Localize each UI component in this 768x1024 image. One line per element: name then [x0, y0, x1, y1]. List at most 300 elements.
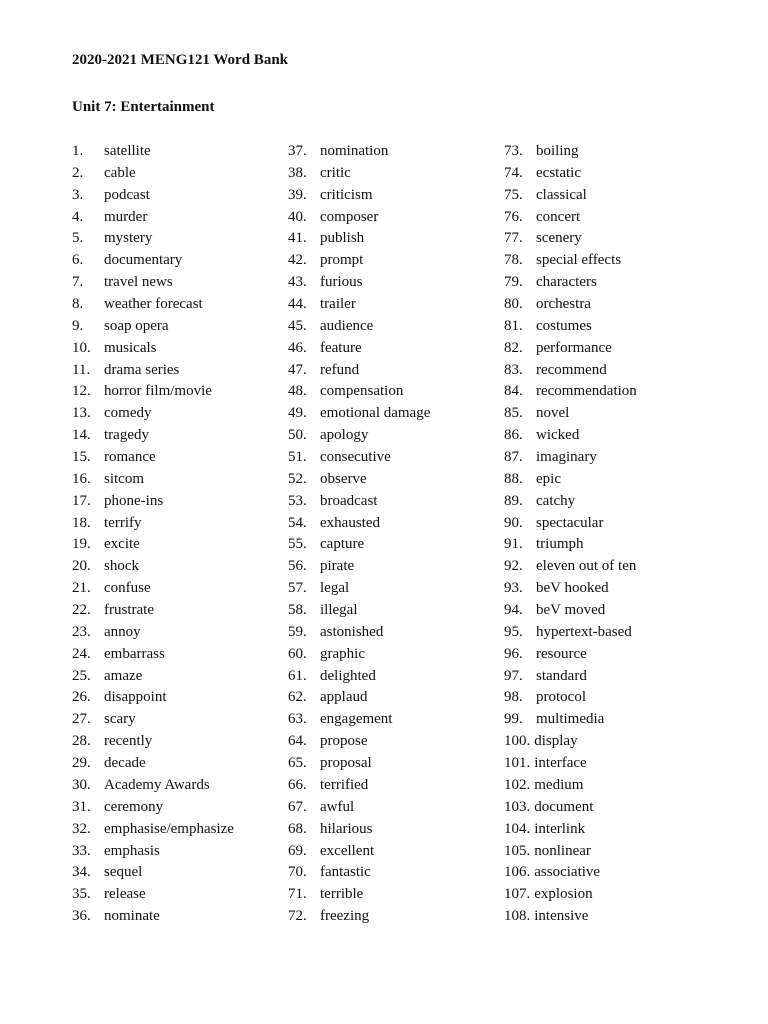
word-term: prompt: [320, 252, 364, 269]
word-number: 100.: [504, 733, 531, 750]
word-list-item: [504, 709, 637, 731]
word-list-item: [504, 207, 637, 229]
word-number: 8.: [72, 296, 84, 313]
word-term: exhausted: [320, 514, 380, 531]
word-number: 35.: [72, 886, 91, 903]
word-number: 79.: [504, 274, 523, 291]
word-list-item: [72, 731, 234, 753]
word-term: broadcast: [320, 492, 378, 509]
word-list-item: [504, 556, 637, 578]
word-list-item: [288, 513, 430, 535]
word-list-item: [504, 731, 637, 753]
word-term: eleven out of ten: [536, 558, 637, 575]
word-term: tragedy: [104, 427, 149, 444]
word-list-item: [72, 491, 234, 513]
word-number: 9.: [72, 317, 84, 334]
word-list-item: [72, 141, 234, 163]
word-number: 67.: [288, 798, 307, 815]
word-term: spectacular: [536, 514, 604, 531]
word-number: 104.: [504, 820, 531, 837]
word-term: associative: [534, 864, 601, 881]
word-list-item: [72, 381, 234, 403]
word-list-item: [504, 141, 637, 163]
word-number: 83.: [504, 361, 523, 378]
word-term: pirate: [320, 558, 355, 575]
word-number: 11.: [72, 361, 91, 378]
word-column-3: [504, 141, 637, 928]
word-list-item: [72, 272, 234, 294]
word-number: 23.: [72, 623, 91, 640]
word-term: hilarious: [320, 820, 373, 837]
word-term: imaginary: [536, 449, 597, 466]
word-number: 90.: [504, 514, 523, 531]
word-number: 65.: [288, 755, 307, 772]
word-term: legal: [320, 580, 350, 597]
word-list-item: [72, 906, 234, 928]
word-term: annoy: [104, 623, 141, 640]
word-term: shock: [104, 558, 139, 575]
word-list-item: [288, 228, 430, 250]
word-list-item: [288, 294, 430, 316]
word-term: confuse: [104, 580, 151, 597]
word-term: nonlinear: [534, 842, 591, 859]
word-number: 72.: [288, 908, 307, 925]
word-number: 91.: [504, 536, 523, 553]
word-term: propose: [320, 733, 368, 750]
word-number: 28.: [72, 733, 91, 750]
word-term: scary: [104, 711, 136, 728]
word-number: 85.: [504, 405, 523, 422]
word-number: 48.: [288, 383, 307, 400]
word-number: 107.: [504, 886, 531, 903]
word-column-1: [72, 141, 234, 928]
word-number: 88.: [504, 470, 523, 487]
word-list-item: [504, 491, 637, 513]
word-list-item: [504, 469, 637, 491]
word-number: 66.: [288, 776, 307, 793]
word-list-item: [504, 228, 637, 250]
word-number: 31.: [72, 798, 91, 815]
word-list-item: [72, 819, 234, 841]
word-list-item: [288, 753, 430, 775]
word-number: 61.: [288, 667, 307, 684]
word-list-item: [72, 250, 234, 272]
word-list-item: [288, 534, 430, 556]
word-term: cable: [104, 164, 136, 181]
word-number: 41.: [288, 230, 307, 247]
word-term: boiling: [536, 143, 579, 159]
word-number: 20.: [72, 558, 91, 575]
word-list-item: [72, 578, 234, 600]
word-number: 50.: [288, 427, 307, 444]
word-list-item: [288, 141, 430, 163]
word-term: decade: [104, 755, 146, 772]
word-list-item: [504, 797, 637, 819]
word-term: comedy: [104, 405, 152, 422]
word-term: scenery: [536, 230, 582, 247]
word-number: 24.: [72, 645, 91, 662]
word-list-item: [288, 207, 430, 229]
word-term: recommend: [536, 361, 607, 378]
word-term: applaud: [320, 689, 368, 706]
word-number: 99.: [504, 711, 523, 728]
word-list-item: [504, 272, 637, 294]
word-term: interface: [534, 755, 587, 772]
word-list-item: [504, 360, 637, 382]
word-list-item: [504, 906, 637, 928]
word-list-item: [72, 644, 234, 666]
word-number: 105.: [504, 842, 531, 859]
word-term: ecstatic: [536, 164, 581, 181]
word-list-item: [72, 513, 234, 535]
word-number: 56.: [288, 558, 307, 575]
word-term: classical: [536, 186, 587, 203]
word-list-item: [288, 644, 430, 666]
word-number: 6.: [72, 252, 84, 269]
word-list-item: [288, 666, 430, 688]
word-list-item: [504, 666, 637, 688]
word-term: sequel: [104, 864, 143, 881]
word-number: 74.: [504, 164, 523, 181]
word-number: 26.: [72, 689, 91, 706]
word-number: 37.: [288, 143, 307, 159]
word-term: consecutive: [320, 449, 391, 466]
word-list-item: [288, 841, 430, 863]
word-term: freezing: [320, 908, 370, 925]
word-number: 98.: [504, 689, 523, 706]
word-term: apology: [320, 427, 369, 444]
word-list-item: [72, 425, 234, 447]
word-number: 70.: [288, 864, 307, 881]
word-term: terrified: [320, 776, 369, 793]
word-list-item: [72, 775, 234, 797]
word-list-item: [72, 163, 234, 185]
word-list-item: [72, 469, 234, 491]
word-number: 12.: [72, 383, 91, 400]
word-term: catchy: [536, 492, 576, 509]
word-number: 95.: [504, 623, 523, 640]
word-term: display: [534, 733, 578, 750]
word-term: romance: [104, 449, 156, 466]
word-list-item: [72, 600, 234, 622]
word-list-item: [288, 316, 430, 338]
word-list-item: [504, 403, 637, 425]
word-list-item: [72, 207, 234, 229]
word-list-item: [288, 403, 430, 425]
word-term: terrify: [104, 514, 142, 531]
word-number: 68.: [288, 820, 307, 837]
word-list-item: [288, 272, 430, 294]
word-list-item: [288, 731, 430, 753]
word-term: triumph: [536, 536, 584, 553]
word-term: observe: [320, 470, 367, 487]
word-number: 25.: [72, 667, 91, 684]
word-list-item: [504, 819, 637, 841]
word-term: sitcom: [104, 470, 144, 487]
word-list-item: [504, 185, 637, 207]
word-term: standard: [536, 667, 587, 684]
word-term: phone-ins: [104, 492, 164, 509]
word-number: 103.: [504, 798, 531, 815]
word-list-item: [288, 469, 430, 491]
word-number: 55.: [288, 536, 307, 553]
word-term: murder: [104, 208, 148, 225]
word-number: 45.: [288, 317, 307, 334]
word-term: furious: [320, 274, 363, 291]
word-list-item: [288, 360, 430, 382]
word-term: podcast: [104, 186, 150, 203]
word-number: 7.: [72, 274, 84, 291]
word-number: 108.: [504, 908, 531, 925]
word-term: concert: [536, 208, 581, 225]
word-number: 3.: [72, 186, 84, 203]
word-list-item: [504, 578, 637, 600]
word-number: 106.: [504, 864, 531, 881]
word-list-item: [288, 425, 430, 447]
word-list-item: [504, 862, 637, 884]
word-number: 71.: [288, 886, 307, 903]
word-term: explosion: [534, 886, 593, 903]
word-list-item: [72, 556, 234, 578]
word-term: refund: [320, 361, 360, 378]
word-list-item: [288, 491, 430, 513]
word-column-2: [288, 141, 430, 928]
word-list-item: [72, 534, 234, 556]
word-list-item: [288, 556, 430, 578]
word-term: horror film/movie: [104, 383, 212, 400]
word-number: 27.: [72, 711, 91, 728]
word-term: travel news: [104, 274, 173, 291]
word-term: release: [104, 886, 146, 903]
word-number: 1.: [72, 143, 84, 159]
word-number: 16.: [72, 470, 91, 487]
word-number: 53.: [288, 492, 307, 509]
word-term: fantastic: [320, 864, 371, 881]
word-term: emotional damage: [320, 405, 431, 422]
word-term: interlink: [534, 820, 586, 837]
word-list-item: [504, 294, 637, 316]
word-number: 59.: [288, 623, 307, 640]
word-term: recommendation: [536, 383, 637, 400]
word-term: emphasise/emphasize: [104, 820, 234, 837]
word-list-item: [288, 250, 430, 272]
word-term: ceremony: [104, 798, 164, 815]
word-number: 60.: [288, 645, 307, 662]
word-list-item: [504, 163, 637, 185]
word-list-item: [72, 884, 234, 906]
word-term: beV hooked: [536, 580, 609, 597]
word-number: 62.: [288, 689, 307, 706]
word-list-item: [72, 447, 234, 469]
word-number: 51.: [288, 449, 307, 466]
word-list-item: [288, 600, 430, 622]
word-number: 92.: [504, 558, 523, 575]
word-list-item: [72, 797, 234, 819]
word-list-item: [72, 666, 234, 688]
word-term: special effects: [536, 252, 622, 269]
word-number: 38.: [288, 164, 307, 181]
word-list-item: [288, 338, 430, 360]
word-term: musicals: [104, 339, 157, 356]
word-term: hypertext-based: [536, 623, 632, 640]
word-list-item: [504, 775, 637, 797]
word-term: wicked: [536, 427, 580, 444]
word-list-item: [504, 250, 637, 272]
word-term: proposal: [320, 755, 372, 772]
word-list-item: [72, 687, 234, 709]
word-number: 39.: [288, 186, 307, 203]
word-term: disappoint: [104, 689, 167, 706]
word-list-item: [504, 884, 637, 906]
word-term: multimedia: [536, 711, 605, 728]
word-number: 57.: [288, 580, 307, 597]
word-term: document: [534, 798, 594, 815]
word-term: medium: [534, 776, 584, 793]
word-term: characters: [536, 274, 597, 291]
word-term: drama series: [104, 361, 180, 378]
word-term: beV moved: [536, 602, 606, 619]
word-list-item: [504, 753, 637, 775]
word-term: excellent: [320, 842, 375, 859]
word-term: capture: [320, 536, 365, 553]
word-list-item: [504, 644, 637, 666]
word-number: 84.: [504, 383, 523, 400]
word-term: feature: [320, 339, 362, 356]
word-number: 75.: [504, 186, 523, 203]
word-list-item: [288, 447, 430, 469]
word-term: recently: [104, 733, 153, 750]
word-number: 42.: [288, 252, 307, 269]
word-list-item: [288, 185, 430, 207]
word-number: 21.: [72, 580, 91, 597]
word-term: astonished: [320, 623, 384, 640]
word-list-item: [504, 381, 637, 403]
word-term: critic: [320, 164, 351, 181]
word-number: 101.: [504, 755, 531, 772]
word-number: 63.: [288, 711, 307, 728]
word-list-item: [288, 381, 430, 403]
word-term: soap opera: [104, 317, 169, 334]
word-list-item: [504, 447, 637, 469]
word-term: costumes: [536, 317, 592, 334]
word-list-item: [72, 360, 234, 382]
word-number: 19.: [72, 536, 91, 553]
word-term: documentary: [104, 252, 183, 269]
word-list-item: [504, 425, 637, 447]
word-number: 52.: [288, 470, 307, 487]
word-number: 87.: [504, 449, 523, 466]
word-term: composer: [320, 208, 379, 225]
word-number: 86.: [504, 427, 523, 444]
word-number: 2.: [72, 164, 84, 181]
word-term: awful: [320, 798, 355, 815]
word-list-item: [288, 797, 430, 819]
word-term: graphic: [320, 645, 365, 662]
word-number: 47.: [288, 361, 307, 378]
word-number: 49.: [288, 405, 307, 422]
word-term: weather forecast: [104, 296, 203, 313]
word-term: novel: [536, 405, 570, 422]
word-number: 30.: [72, 776, 91, 793]
word-term: epic: [536, 470, 561, 487]
word-term: resource: [536, 645, 587, 662]
word-number: 97.: [504, 667, 523, 684]
word-list-item: [72, 338, 234, 360]
word-number: 102.: [504, 776, 531, 793]
word-list-item: [288, 687, 430, 709]
unit-heading: Unit 7: Entertainment: [72, 99, 215, 115]
word-number: 4.: [72, 208, 84, 225]
word-number: 54.: [288, 514, 307, 531]
word-number: 46.: [288, 339, 307, 356]
word-list-item: [288, 622, 430, 644]
word-number: 94.: [504, 602, 523, 619]
word-term: intensive: [534, 908, 589, 925]
word-number: 40.: [288, 208, 307, 225]
word-number: 33.: [72, 842, 91, 859]
word-number: 15.: [72, 449, 91, 466]
word-term: excite: [104, 536, 140, 553]
word-term: criticism: [320, 186, 373, 203]
word-term: orchestra: [536, 296, 591, 313]
word-list-item: [72, 403, 234, 425]
word-list-item: [504, 622, 637, 644]
word-list-item: [288, 906, 430, 928]
word-term: nomination: [320, 143, 389, 159]
word-number: 5.: [72, 230, 84, 247]
word-term: illegal: [320, 602, 358, 619]
word-list-item: [72, 294, 234, 316]
word-list-item: [72, 709, 234, 731]
word-number: 32.: [72, 820, 91, 837]
word-list-item: [288, 163, 430, 185]
word-list-item: [72, 841, 234, 863]
word-term: satellite: [104, 143, 151, 159]
word-term: embarrass: [104, 645, 165, 662]
word-number: 43.: [288, 274, 307, 291]
word-list-item: [72, 316, 234, 338]
word-term: trailer: [320, 296, 356, 313]
word-number: 64.: [288, 733, 307, 750]
word-list-item: [504, 316, 637, 338]
word-number: 44.: [288, 296, 307, 313]
word-list-item: [288, 862, 430, 884]
word-number: 22.: [72, 602, 91, 619]
word-number: 29.: [72, 755, 91, 772]
word-list-item: [288, 819, 430, 841]
word-term: audience: [320, 317, 374, 334]
word-list-item: [72, 228, 234, 250]
word-term: nominate: [104, 908, 160, 925]
word-list-item: [72, 862, 234, 884]
word-list-item: [288, 884, 430, 906]
word-number: 14.: [72, 427, 91, 444]
word-number: 18.: [72, 514, 91, 531]
word-term: publish: [320, 230, 365, 247]
word-term: Academy Awards: [104, 776, 210, 793]
word-number: 89.: [504, 492, 523, 509]
word-list-item: [504, 600, 637, 622]
word-list-item: [72, 622, 234, 644]
word-number: 58.: [288, 602, 307, 619]
word-list-item: [72, 753, 234, 775]
word-list-item: [72, 185, 234, 207]
word-number: 36.: [72, 908, 91, 925]
word-number: 82.: [504, 339, 523, 356]
word-term: frustrate: [104, 602, 154, 619]
word-number: 77.: [504, 230, 523, 247]
document-title: 2020-2021 MENG121 Word Bank: [72, 52, 288, 68]
